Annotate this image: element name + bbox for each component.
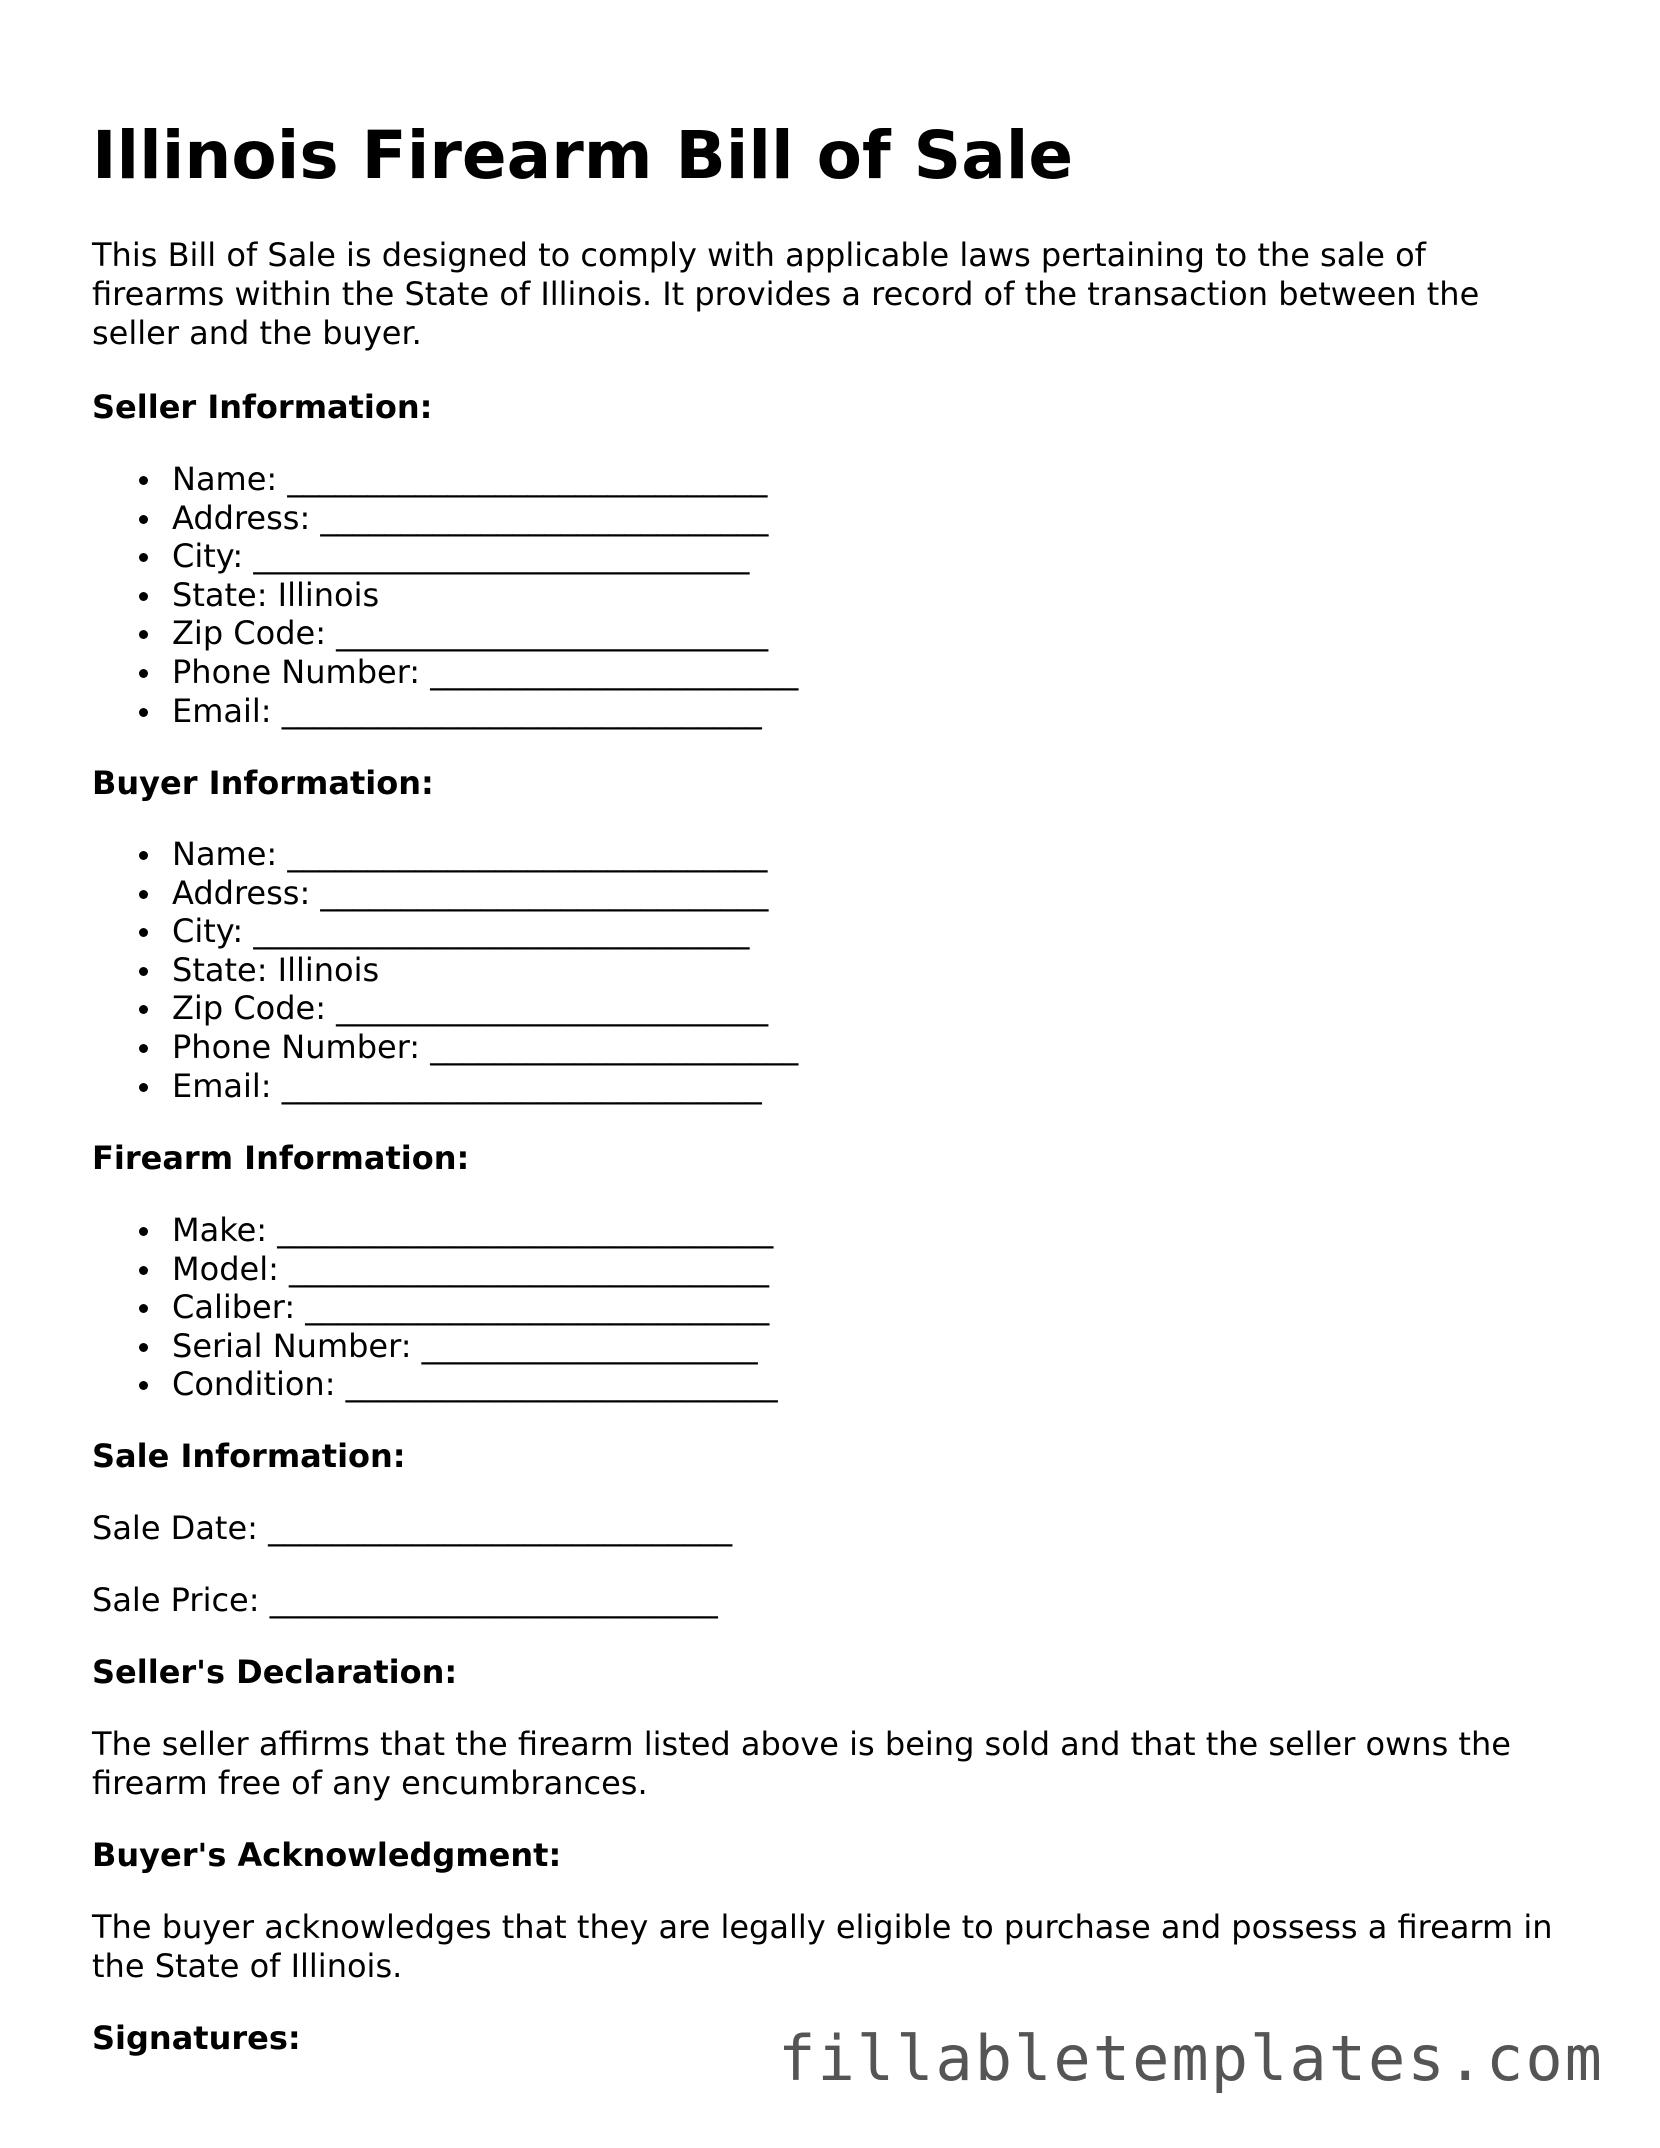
buyer-email-field: Email: ______________________________ [92,1067,798,1106]
seller-state-field: State: Illinois [92,576,798,615]
intro-paragraph: This Bill of Sale is designed to comply with applicable laws pertaining to the sale of firearms within the State of Illinois. It provides a record of the transaction between the seller and the buyer. [92,236,1480,352]
buyer-heading: Buyer Information: [92,764,434,802]
sale-price-field: Sale Price: ____________________________ [92,1581,718,1619]
firearm-condition-field: Condition: ___________________________ [92,1365,778,1404]
page-title: Illinois Firearm Bill of Sale [92,117,1074,194]
seller-city-field: City: _______________________________ [92,537,798,576]
buyer-phone-field: Phone Number: _______________________ [92,1028,798,1067]
buyer-city-field: City: _______________________________ [92,912,798,951]
buyer-fields [92,835,798,1105]
seller-address-field: Address: ____________________________ [92,499,798,538]
seller-fields [92,460,798,730]
buyer-acknowledgment-heading: Buyer's Acknowledgment: [92,1836,562,1874]
seller-heading: Seller Information: [92,388,433,426]
watermark: fillabletemplates.com [778,2022,1604,2095]
firearm-fields [92,1211,778,1404]
sale-heading: Sale Information: [92,1437,406,1475]
buyer-zip-field: Zip Code: ___________________________ [92,989,798,1028]
seller-declaration-heading: Seller's Declaration: [92,1653,458,1691]
seller-phone-field: Phone Number: _______________________ [92,653,798,692]
sale-date-field: Sale Date: _____________________________ [92,1509,733,1547]
signatures-heading: Signatures: [92,2019,301,2057]
buyer-address-field: Address: ____________________________ [92,874,798,913]
firearm-caliber-field: Caliber: _____________________________ [92,1288,778,1327]
buyer-name-field: Name: ______________________________ [92,835,798,874]
seller-email-field: Email: ______________________________ [92,692,798,731]
firearm-make-field: Make: _______________________________ [92,1211,778,1250]
buyer-acknowledgment-text: The buyer acknowledges that they are legally eligible to purchase and possess a firearm in the State of Illinois. [92,1908,1553,1985]
buyer-state-field: State: Illinois [92,951,798,990]
seller-name-field: Name: ______________________________ [92,460,798,499]
firearm-serial-field: Serial Number: _____________________ [92,1327,778,1366]
seller-declaration-text: The seller affirms that the firearm listed above is being sold and that the seller owns the firearm free of any encumbrances. [92,1725,1511,1802]
firearm-model-field: Model: ______________________________ [92,1250,778,1289]
firearm-heading: Firearm Information: [92,1139,470,1177]
seller-zip-field: Zip Code: ___________________________ [92,614,798,653]
